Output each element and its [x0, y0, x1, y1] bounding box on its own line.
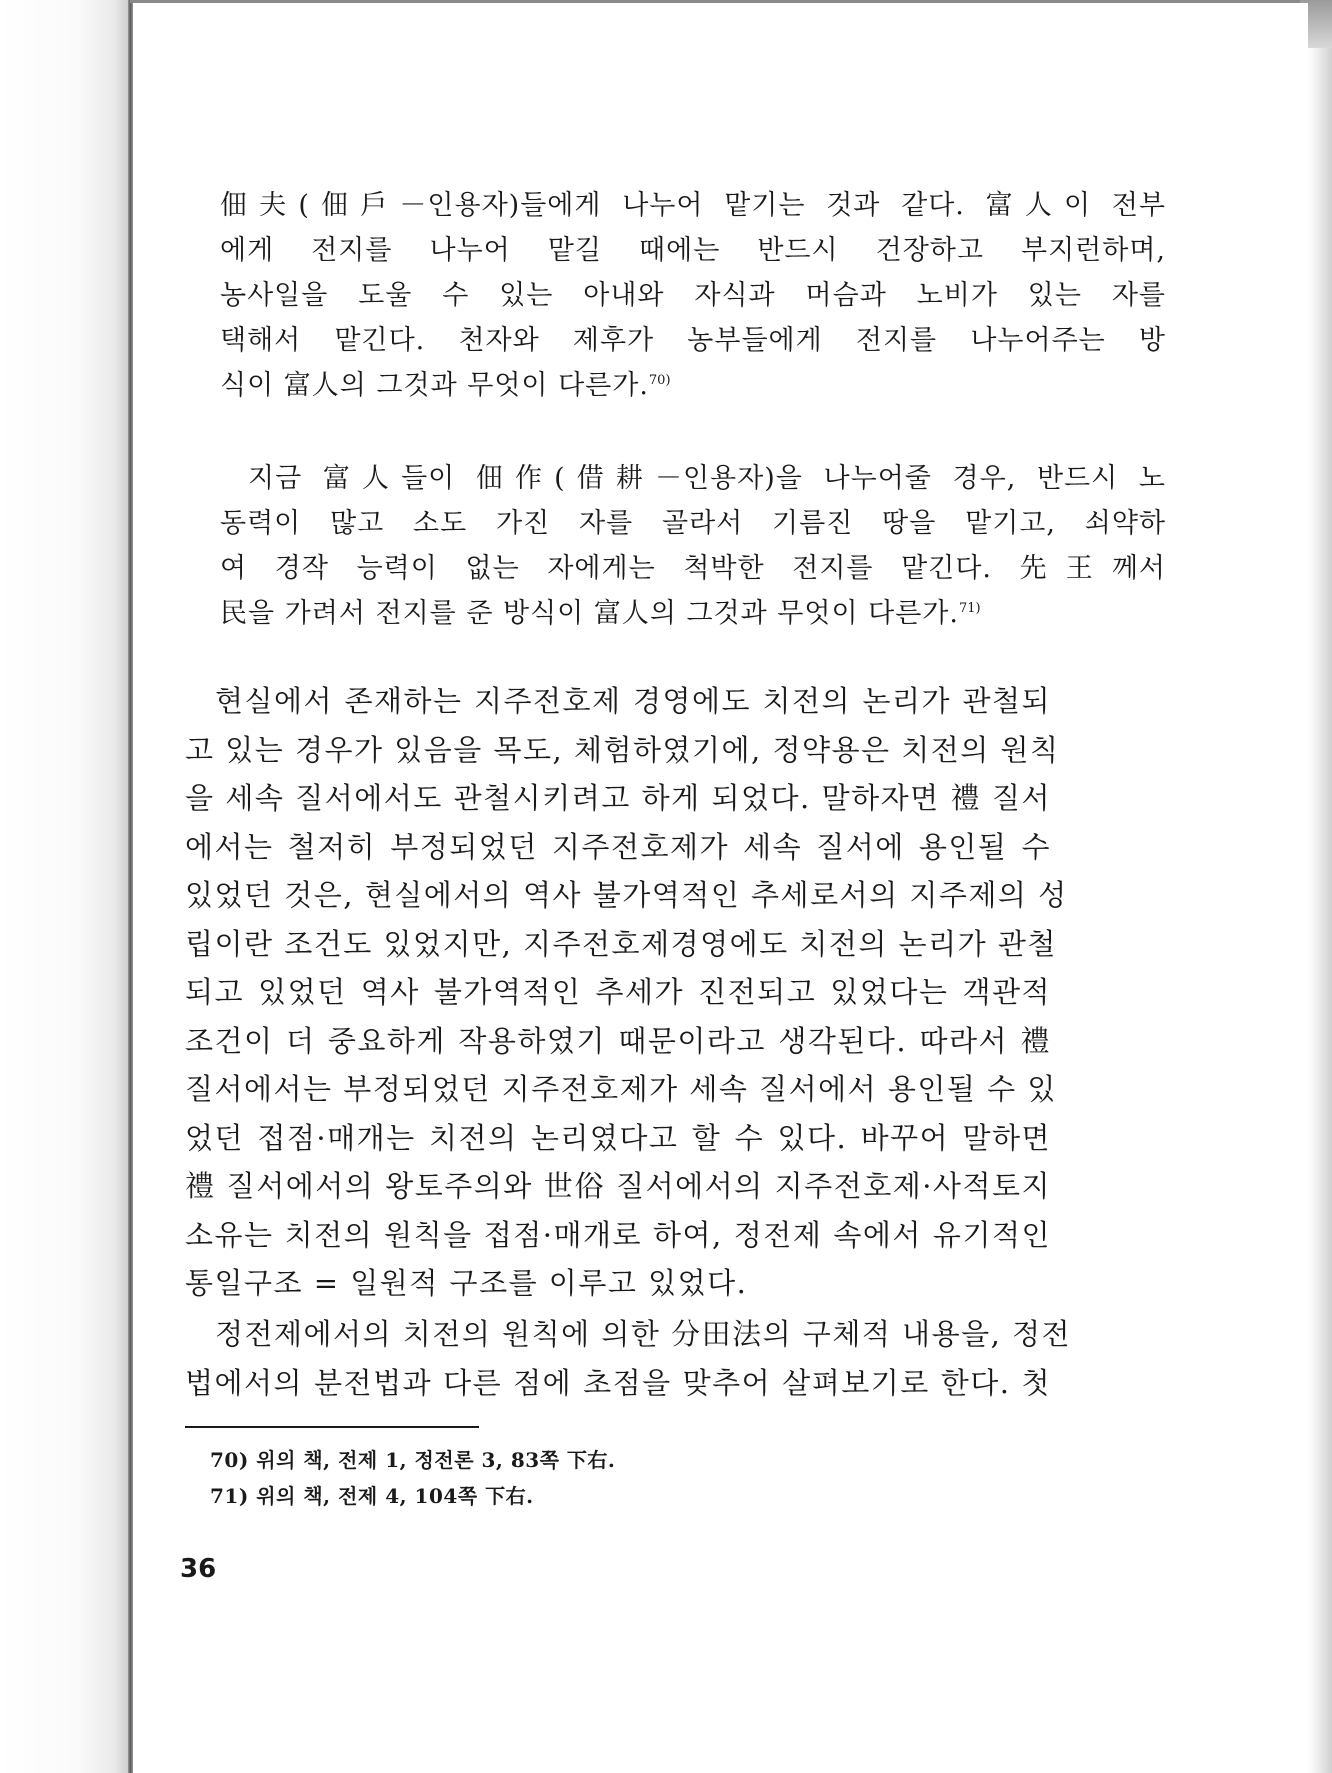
- footnote-ref-71: 71): [958, 601, 981, 616]
- quote-line: [220, 591, 1166, 636]
- quote-line: 농사일을 도울 수 있는 아내와 자식과 머슴과 노비가 있는 자를: [220, 280, 1166, 311]
- quote-line: 동력이 많고 소도 가진 자를 골라서 기름진 땅을 맡기고, 쇠약하: [220, 508, 1166, 539]
- body-line: 립이란 조건도 있었지만, 지주전호제경영에도 치전의 논리가 관철: [185, 926, 1057, 961]
- body-line: 현실에서 존재하는 지주전호제 경영에도 치전의 논리가 관철되: [215, 684, 1051, 718]
- footnote-71: 71) 위의 책, 전제 4, 104쪽 下右.: [210, 1484, 534, 1508]
- page-right-edge: [1308, 0, 1332, 1773]
- footnote-divider: [185, 1426, 479, 1428]
- body-line: 禮 질서에서의 왕토주의와 世俗 질서에서의 지주전호제·사적토지: [185, 1169, 1051, 1203]
- quote-line: 에게 전지를 나누어 맡길 때에는 반드시 건장하고 부지런하며,: [220, 235, 1166, 266]
- body-line: 법에서의 분전법과 다른 점에 초점을 맞추어 살펴보기로 한다. 첫: [185, 1365, 1051, 1400]
- block-quote-1: [220, 183, 1166, 408]
- quote-line: 여 경작 능력이 없는 자에게는 척박한 전지를 맡긴다. 先王께서: [220, 553, 1166, 584]
- quote-line: [220, 363, 1166, 408]
- page-number: 36: [180, 1554, 217, 1584]
- block-quote-2: [220, 456, 1166, 636]
- body-line: 조건이 더 중요하게 작용하였기 때문이라고 생각된다. 따라서 禮: [185, 1023, 1051, 1058]
- body-paragraph-1: [185, 677, 1068, 1308]
- body-line: 되고 있었던 역사 불가역적인 추세가 진전되고 있었다는 객관적: [185, 975, 1051, 1009]
- footnote-70: 70) 위의 책, 전제 1, 정전론 3, 83쪽 下右.: [210, 1448, 616, 1472]
- body-line: 고 있는 경우가 있음을 목도, 체험하였기에, 정약용은 치전의 원칙: [185, 732, 1060, 767]
- quote-line: 지금 富人들이 佃作(借耕－인용자)을 나누어줄 경우, 반드시 노: [248, 463, 1166, 494]
- body-line: 을 세속 질서에서도 관철시키려고 하게 되었다. 말하자면 禮 질서: [185, 781, 1051, 815]
- body-line: 었던 접점·매개는 치전의 논리였다고 할 수 있다. 바꾸어 말하면: [185, 1120, 1051, 1155]
- body-line: 정전제에서의 치전의 원칙에 의한 分田法의 구체적 내용을, 정전: [215, 1317, 1072, 1351]
- footnotes: [210, 1442, 615, 1514]
- footnote-ref-70: 70): [648, 373, 671, 388]
- body-line: 있었던 것은, 현실에서의 역사 불가역적인 추세로서의 지주제의 성: [185, 878, 1068, 912]
- body-line: 질서에서는 부정되었던 지주전호제가 세속 질서에서 용인될 수 있: [185, 1072, 1057, 1106]
- quote-line-text: 식이 富人의 그것과 무엇이 다른가.: [220, 370, 649, 401]
- body-paragraph-2: [185, 1310, 1072, 1407]
- quote-line: 佃夫(佃戶－인용자)들에게 나누어 맡기는 것과 같다. 富人이 전부: [220, 190, 1166, 221]
- body-line: 소유는 치전의 원칙을 접점·매개로 하여, 정전제 속에서 유기적인: [185, 1217, 1051, 1252]
- body-line: 에서는 철저히 부정되었던 지주전호제가 세속 질서에 용인될 수: [185, 829, 1051, 864]
- quote-line-text: 民을 가려서 전지를 준 방식이 富人의 그것과 무엇이 다른가.: [220, 598, 959, 629]
- quote-line: 택해서 맡긴다. 천자와 제후가 농부들에게 전지를 나누어주는 방: [220, 325, 1166, 356]
- book-gutter-shadow: [0, 0, 128, 1773]
- body-line: 통일구조 = 일원적 구조를 이루고 있었다.: [185, 1266, 748, 1300]
